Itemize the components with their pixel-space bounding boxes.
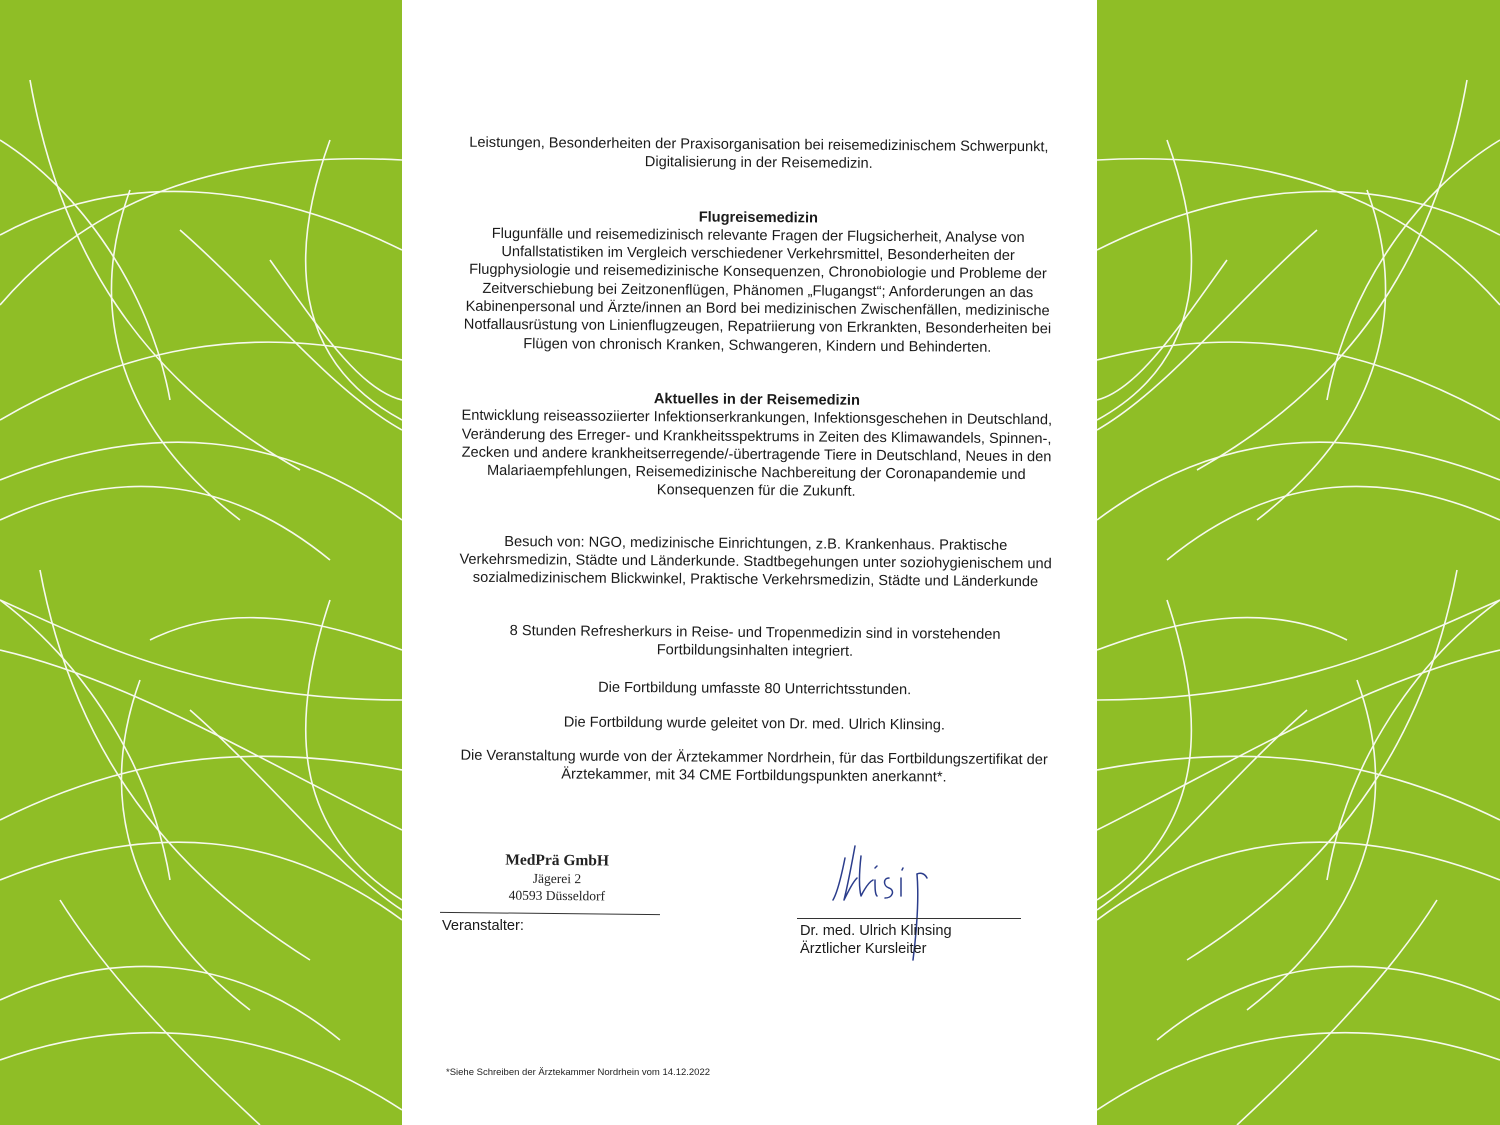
certificate-page [402, 0, 1097, 1125]
curve-pattern-left [0, 0, 402, 1125]
intro-paragraph: Leistungen, Besonderheiten der Praxisorganisation bei reisemedizinischem Schwerpunkt, Digitalisierung in der Reisemedizin. [469, 134, 1049, 173]
stamp-street: Jägerei 2 [532, 870, 582, 887]
left-decorative-panel [0, 0, 402, 1125]
leader-signature-line [797, 918, 1021, 919]
leader-signature-block [800, 922, 952, 958]
organizer-label: Veranstalter: [442, 918, 524, 934]
accreditation-paragraph: Die Veranstaltung wurde von der Ärztekammer Nordrhein, für das Fortbildungszertifikat der Ärztekammer, mit 34 CME Fortbildungspunkten anerkannt*. [460, 747, 1048, 786]
curve-pattern-right [1097, 0, 1500, 1125]
lead-paragraph: Die Fortbildung wurde geleitet von Dr. med. Ulrich Klinsing. [563, 714, 946, 734]
visit-paragraph: Besuch von: NGO, medizinische Einrichtungen, z.B. Krankenhaus. Praktische Verkehrsmedizin, Städte und Länderkunde. Stadtbegehungen unter soziohygienischem und sozialmedizinischem Blickwinkel, Praktische Verkehrsmedizin, Städte und Länderkunde [459, 533, 1052, 591]
section-title-flugreisemedizin: Flugreisemedizin [698, 209, 819, 227]
stamp-company: MedPrä GmbH [505, 851, 610, 870]
leader-name: Dr. med. Ulrich Klinsing [800, 923, 952, 939]
refresher-paragraph: 8 Stunden Refresherkurs in Reise- und Tropenmedizin sind in vorstehenden Fortbildungsinhalten integriert. [509, 622, 1001, 660]
organizer-signature-line [440, 912, 660, 915]
company-stamp [502, 852, 612, 905]
section-body-aktuelles: Entwicklung reiseassoziierter Infektionserkrankungen, Infektionsgeschehen in Deutschland, Veränderung des Erreger- und Krankheitsspektrums in Zeiten des Klimawandels, Spinnen-, Zecken und andere krankheitserregende/-übertragende Tiere in Deutschland, Neues in den Malariaempfehlungen, Reisemedizinische Nachbereitung der Coronapandemie und Konsequenzen für die Zukunft. [461, 407, 1053, 501]
right-decorative-panel [1097, 0, 1500, 1125]
footnote: *Siehe Schreiben der Ärztekammer Nordrhein vom 14.12.2022 [446, 1067, 711, 1078]
hours-paragraph: Die Fortbildung umfasste 80 Unterrichtsstunden. [598, 679, 912, 699]
leader-role: Ärztlicher Kursleiter [800, 941, 927, 957]
section-title-aktuelles: Aktuelles in der Reisemedizin [653, 391, 860, 409]
section-body-flugreisemedizin: Flugunfälle und reisemedizinisch relevante Fragen der Flugsicherheit, Analyse von Unfallstatistiken im Vergleich verschiedener Verkehrsmittel, Besonderheiten der Flugphysiologie und reisemedizinische Konsequenzen, Chronobiologie und Probleme der Zeitverschiebung bei Zeitzonenflügen, Phänomen „Flugangst“; Anforderungen an das Kabinenpersonal und Ärzte/innen an Bord bei medizinischen Zwischenfällen, medizinische Notfallausrüstung von Linienflugzeugen, Repatriierung von Erkrankten, Besonderheiten bei Flügen von chronisch Kranken, Schwangeren, Kindern und Behinderten. [463, 225, 1052, 356]
certificate-body [449, 134, 1064, 788]
stamp-city: 40593 Düsseldorf [508, 887, 606, 904]
